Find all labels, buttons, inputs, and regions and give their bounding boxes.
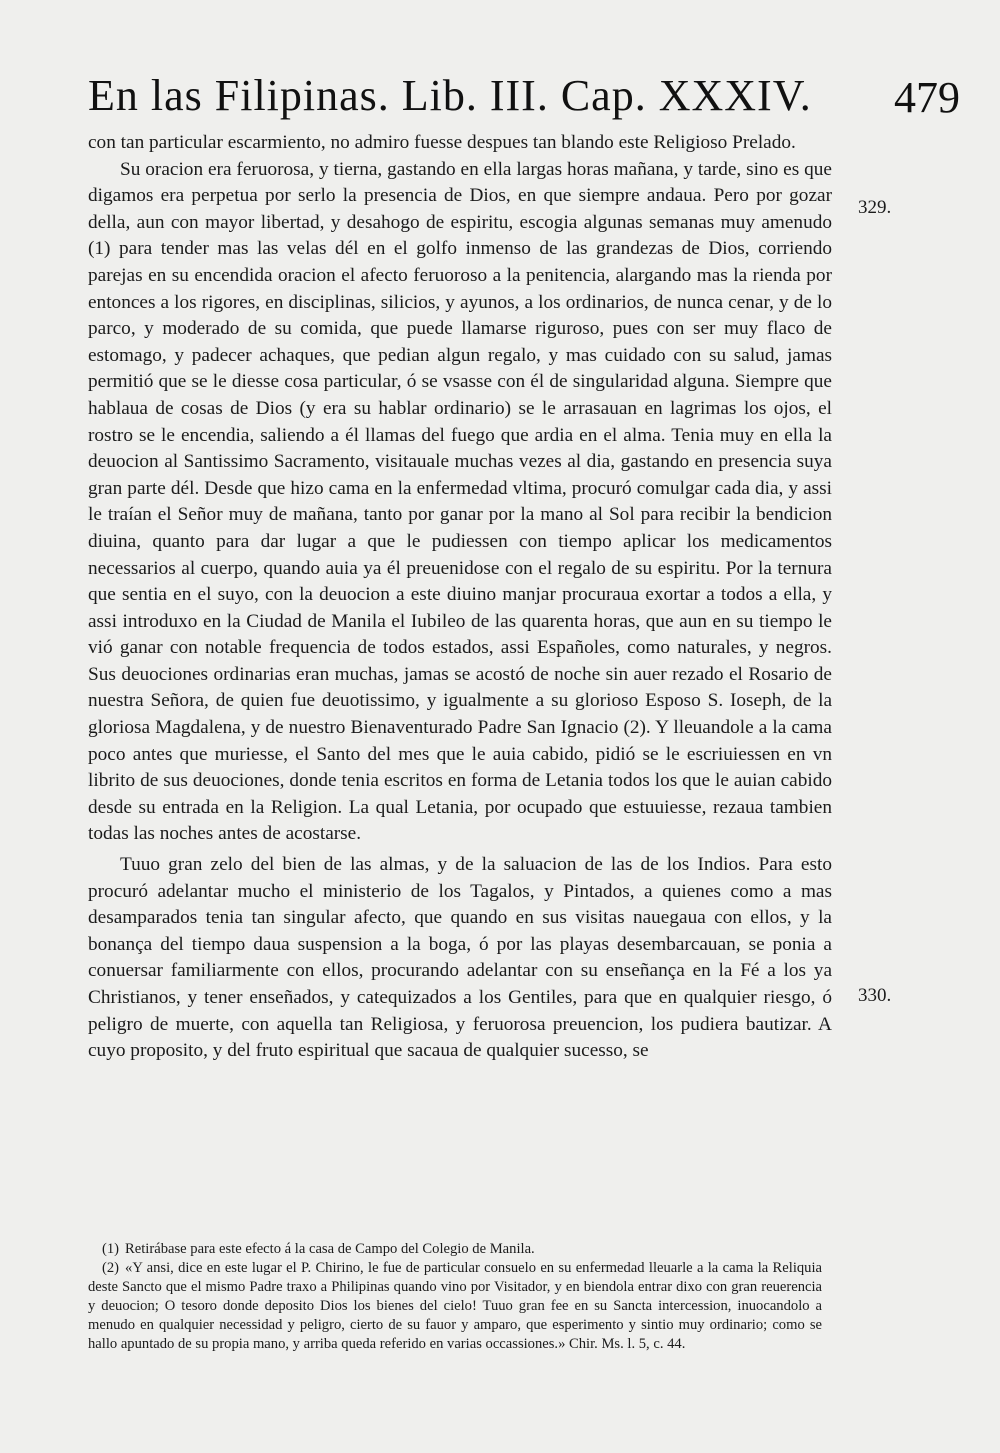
footnote-mark: (1) [102, 1241, 120, 1257]
margin-note-329: 329. [858, 197, 892, 218]
footnote-1 [88, 1240, 822, 1259]
page-number: 479 [894, 73, 960, 122]
footnote-text: «Y ansi, dice en este lugar el P. Chirino, le fue de particular consuelo en su enfermedad lleuarle a la cama la Reliquia deste Sancto que el mismo Padre traxo a Philipinas quando vino por Visitador, y en biendola entrar dixo con gran reuerencia y deuocion; O tesoro donde deposito Dios los bienes del cielo! Tuuo gran fee en su Sancta intercession, inuocandolo a menudo en qualquier necessidad y peligro, cierto de su fauor y amparo, que esperimento y sintio muy ordinario; como se hallo apuntado de su propia mano, y arriba queda referido en varias occassiones.» Chir. Ms. l. 5, c. 44. [88, 1260, 822, 1352]
footnote-2 [88, 1259, 822, 1354]
footnote-text: Retirábase para este efecto á la casa de Campo del Colegio de Manila. [125, 1241, 535, 1257]
margin-note-330: 330. [858, 985, 892, 1006]
paragraph-330: Tuuo gran zelo del bien de las almas, y de la saluacion de las de los Indios. Para esto procuró adelantar mucho el ministerio de los Tagalos, y Pintados, a quienes como a mas desamparados tenia tan singular afecto, que quando en sus visitas nauegaua con ellos, y la bonança del tiempo daua suspension a la boga, ó por las playas desembarcauan, se ponia a conuersar familiarmente con ellos, procurando adelantar con su enseñança en la Fé a los ya Christianos, y tener enseñados, y catequizados a los Gentiles, para que en qualquier riesgo, ó peligro de muerte, con aquella tan Religiosa, y feruorosa preuencion, los pudiera bautizar. A cuyo proposito, y del fruto espiritual que sacaua de qualquier sucesso, se [88, 854, 832, 1062]
footnotes [88, 1240, 822, 1354]
body-text [88, 130, 832, 1065]
running-head [88, 70, 968, 132]
paragraph-329: Su oracion era feruorosa, y tierna, gastando en ella largas horas mañana, y tarde, sino es que digamos era perpetua por serlo la presencia de Dios, en que siempre andaua. Pero por gozar della, aun con mayor libertad, y desahogo de espiritu, escogia algunas semanas muy amenudo (1) para tender mas las velas dél en el golfo inmenso de las grandezas de Dios, corriendo parejas en su encendida oracion el afecto feruoroso a la penitencia, alargando mas la rienda por entonces a los rigores, en disciplinas, silicios, y ayunos, a los ordinarios, de nunca cenar, y de lo parco, y moderado de su comida, que puede llamarse riguroso, pues con ser muy flaco de estomago, y padecer achaques, que pedian algun regalo, y mas cuidado con su salud, jamas permitió que se le diesse cosa particular, ó se vsasse con él de singularidad alguna. Siempre que hablaua de cosas de Dios (y era su hablar ordinario) se le arrasauan en lagrimas los ojos, el rostro se le encendia, saliendo a él llamas del fuego que ardia en el alma. Tenia muy en ella la deuocion al Santissimo Sacramento, visitauale muchas vezes al dia, gastando en presencia suya gran parte dél. Desde que hizo cama en la enfermedad vltima, procuró comulgar cada dia, y assi le traían el Señor muy de mañana, tanto por ganar por la mano al Sol para recibir la bendicion diuina, quanto para dar lugar a que le pudiessen con tiempo aplicar los medicamentos necessarios al cuerpo, quando auia ya él preuenidose con el regalo de su espiritu. Por la ternura que sentia en el suyo, con la deuocion a este diuino manjar procuraua exortar a todos a ella, y assi introduxo en la Ciudad de Manila el Iubileo de las quarenta horas, que aun en su tiempo le vió ganar con notable frequencia de todos estados, assi Españoles, como naturales, y negros. Sus deuociones ordinarias eran muchas, jamas se acostó de noche sin auer rezado el Rosario de nuestra Señora, de quien fue deuotissimo, y igualmente a su glorioso Esposo S. Ioseph, de la gloriosa Magdalena, y de nuestro Bienaventurado Padre San Ignacio (2). Y lleuandole a la cama poco antes que muriesse, el Santo del mes que le auia cabido, pidió se le escriuiessen en vn librito de sus deuociones, donde tenia escritos en forma de Letania todos los que le auian cabido desde su entrada en la Religion. La qual Letania, por ocupado que estuuiesse, rezaua tambien todas las noches antes de acostarse. [88, 158, 832, 845]
paragraph-continued: con tan particular escarmiento, no admiro fuesse despues tan blando este Religioso Prelado. [88, 132, 796, 153]
footnote-mark: (2) [102, 1260, 120, 1276]
running-head-title: En las Filipinas. Lib. III. Cap. XXXIV. [88, 71, 812, 120]
